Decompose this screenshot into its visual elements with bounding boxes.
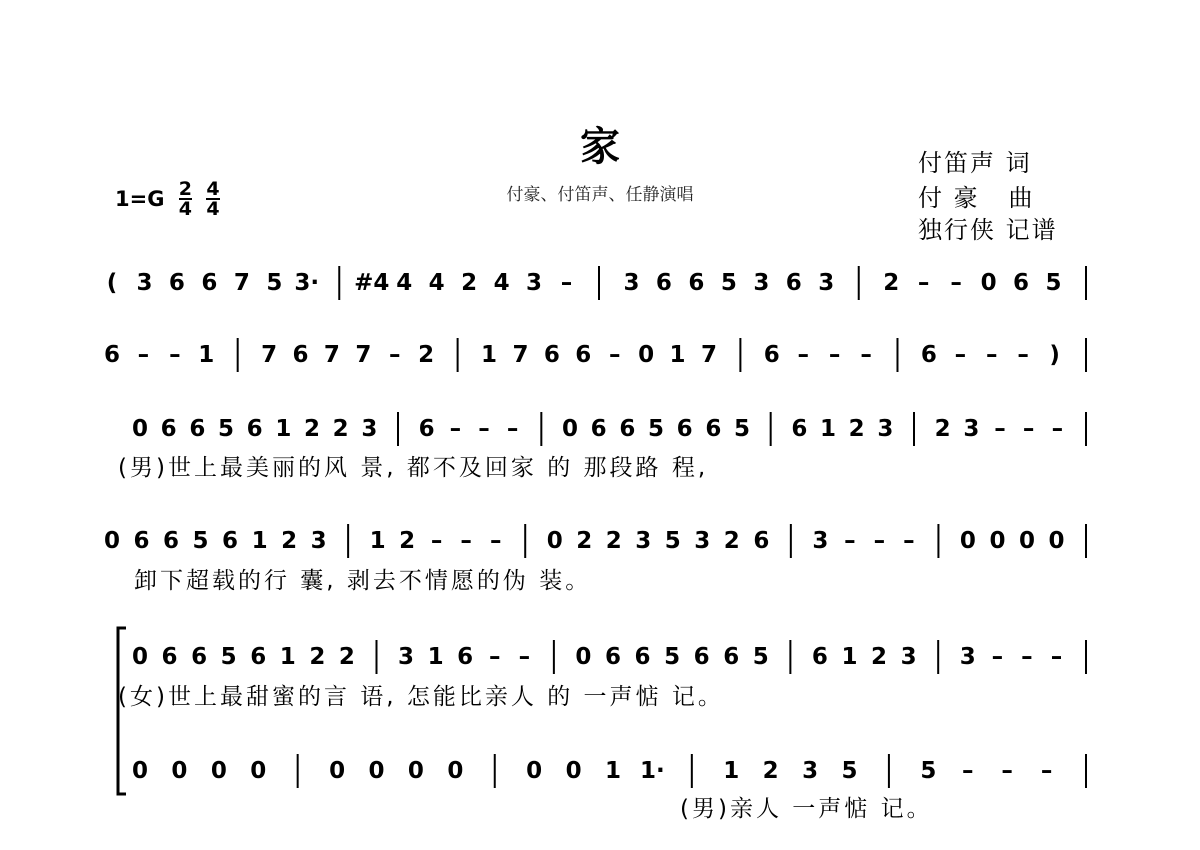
- note: 5: [220, 644, 237, 670]
- note: 1·: [640, 758, 665, 784]
- note: 0: [250, 758, 267, 784]
- note: 3: [398, 644, 415, 670]
- note: 6: [705, 416, 722, 442]
- note: 6: [103, 342, 121, 368]
- note: 6: [688, 270, 705, 296]
- sustain-dash: –: [828, 342, 841, 368]
- note: 6: [543, 342, 560, 368]
- note: 1: [369, 528, 386, 554]
- sustain-dash: –: [137, 342, 150, 368]
- song-title: 家: [580, 123, 620, 170]
- note: 5: [720, 270, 737, 296]
- note: 6: [161, 644, 178, 670]
- note: 5: [752, 644, 769, 670]
- sustain-dash: –: [991, 644, 1004, 670]
- note: 6: [457, 644, 474, 670]
- note: 6: [292, 342, 309, 368]
- note: 1: [251, 528, 268, 554]
- sustain-dash: –: [489, 528, 502, 554]
- note: 2: [332, 416, 349, 442]
- sustain-dash: –: [1050, 644, 1063, 670]
- note: 3: [818, 270, 835, 296]
- note: 6: [168, 270, 185, 296]
- note: 1: [604, 758, 622, 784]
- note: 7: [323, 342, 340, 368]
- note: 6: [590, 416, 607, 442]
- sustain-dash: –: [1051, 416, 1064, 442]
- note: 6: [604, 644, 622, 670]
- note: 6: [418, 416, 435, 442]
- note: 0: [407, 758, 424, 784]
- lyric-line: (男)亲人 一声惦 记。: [680, 796, 933, 822]
- note: 0: [565, 758, 582, 784]
- note: 0: [329, 758, 346, 784]
- note: 1: [819, 416, 837, 442]
- note: 0: [368, 758, 385, 784]
- note: 0: [131, 758, 149, 784]
- note: 2: [461, 270, 478, 296]
- note: 5: [733, 416, 751, 442]
- note: 6: [163, 528, 180, 554]
- note: 3: [812, 528, 829, 554]
- sustain-dash: –: [1040, 758, 1053, 784]
- sustain-dash: –: [430, 528, 443, 554]
- note: 0: [575, 644, 592, 670]
- sustain-dash: –: [389, 342, 401, 368]
- note: 0: [561, 416, 579, 442]
- sustain-dash: –: [449, 416, 462, 442]
- note: 2: [723, 528, 740, 554]
- note: 6: [1013, 270, 1030, 296]
- note: 5: [266, 270, 283, 296]
- note: 6: [160, 416, 177, 442]
- time-sig-denominator: 4: [178, 198, 192, 220]
- note: 1: [275, 416, 292, 442]
- sustain-dash: –: [917, 270, 930, 296]
- note: 2: [338, 644, 355, 670]
- note: 5: [1045, 270, 1062, 296]
- note: 2: [281, 528, 298, 554]
- note: 2: [418, 342, 435, 368]
- sustain-dash: –: [962, 758, 974, 784]
- note: 2: [871, 644, 888, 670]
- note: 2: [399, 528, 416, 554]
- note: 3·: [294, 270, 320, 296]
- note: 3: [802, 758, 819, 784]
- note: 5: [664, 644, 681, 670]
- note: 2: [576, 528, 593, 554]
- key-text: 1=G: [115, 187, 165, 211]
- note: 6: [723, 644, 740, 670]
- lyric-line: (男)世上最美丽的风 景, 都不及回家 的 那段路 程,: [118, 455, 709, 481]
- time-sig-denominator: 4: [206, 198, 220, 220]
- sustain-dash: –: [506, 416, 519, 442]
- sustain-dash: –: [1022, 416, 1035, 442]
- sustain-dash: –: [1021, 644, 1033, 670]
- note: 5: [217, 416, 235, 442]
- note: 6: [250, 644, 267, 670]
- note: 2: [605, 528, 622, 554]
- note: 6: [791, 416, 808, 442]
- lyric-line: (女)世上最甜蜜的言 语, 怎能比亲人 的 一声惦 记。: [118, 684, 724, 710]
- note: 3: [900, 644, 917, 670]
- note: 4: [428, 270, 445, 296]
- note: 3: [963, 416, 980, 442]
- note: 2: [303, 416, 321, 442]
- note: 3: [623, 270, 640, 296]
- note: 3: [694, 528, 711, 554]
- note: 2: [848, 416, 865, 442]
- note: (: [106, 270, 118, 296]
- note: 1: [427, 644, 444, 670]
- sustain-dash: –: [1001, 758, 1013, 784]
- note: 6: [676, 416, 693, 442]
- sustain-dash: –: [985, 342, 998, 368]
- note: 6: [655, 270, 672, 296]
- lyricist-credit: 付笛声 词: [918, 149, 1032, 177]
- note: #4: [354, 270, 390, 296]
- note: 1: [279, 644, 296, 670]
- note: 6: [763, 342, 780, 368]
- note: 2: [883, 270, 900, 296]
- note: 6: [753, 528, 770, 554]
- note: 6: [222, 528, 239, 554]
- note: 1: [198, 342, 215, 368]
- note: 3: [959, 644, 976, 670]
- note: 6: [634, 644, 651, 670]
- note: 4: [396, 270, 413, 296]
- note: 1: [669, 342, 686, 368]
- performers-line: 付豪、付笛声、任静演唱: [506, 185, 694, 205]
- sustain-dash: –: [860, 342, 872, 368]
- note: 6: [133, 528, 150, 554]
- note: 6: [191, 644, 208, 670]
- sustain-dash: –: [1017, 342, 1029, 368]
- sustain-dash: –: [797, 342, 809, 368]
- note: 5: [647, 416, 665, 442]
- note: 7: [355, 342, 372, 368]
- note: 0: [989, 528, 1006, 554]
- note: 7: [700, 342, 717, 368]
- note: 5: [664, 528, 681, 554]
- note: 3: [310, 528, 327, 554]
- note: 7: [233, 270, 250, 296]
- note: 2: [309, 644, 326, 670]
- note: 2: [762, 758, 779, 784]
- note: 3: [877, 416, 894, 442]
- note: 5: [920, 758, 937, 784]
- note: 0: [980, 270, 997, 296]
- note: 3: [361, 416, 378, 442]
- sustain-dash: –: [169, 342, 181, 368]
- note: 0: [447, 758, 464, 784]
- note: 0: [210, 758, 227, 784]
- note: 4: [493, 270, 510, 296]
- time-sig-numerator: 2: [178, 178, 192, 200]
- note: 1: [481, 342, 498, 368]
- note: 0: [171, 758, 188, 784]
- note: 6: [189, 416, 206, 442]
- sustain-dash: –: [478, 416, 490, 442]
- sustain-dash: –: [903, 528, 915, 554]
- note: 0: [131, 644, 149, 670]
- sustain-dash: –: [560, 270, 573, 296]
- sustain-dash: –: [460, 528, 472, 554]
- note: 6: [811, 644, 828, 670]
- sustain-dash: –: [950, 270, 962, 296]
- note: 0: [131, 416, 149, 442]
- note: 1: [841, 644, 858, 670]
- note: 2: [934, 416, 951, 442]
- sustain-dash: –: [954, 342, 967, 368]
- note: 0: [638, 342, 655, 368]
- note: 0: [1048, 528, 1065, 554]
- note: 0: [526, 758, 543, 784]
- system-brace: [118, 628, 126, 794]
- lyric-line: 卸下超载的行 囊, 剥去不情愿的伪 装。: [134, 568, 592, 594]
- composer-credit: 付 豪 曲: [918, 184, 1035, 212]
- note: 6: [201, 270, 218, 296]
- note: 7: [512, 342, 529, 368]
- note: 0: [959, 528, 976, 554]
- transcriber-credit: 独行侠 记谱: [918, 216, 1058, 244]
- sustain-dash: –: [873, 528, 886, 554]
- note: 3: [635, 528, 652, 554]
- note: 5: [192, 528, 209, 554]
- note: 5: [841, 758, 858, 784]
- note: 1: [723, 758, 740, 784]
- sustain-dash: –: [489, 644, 501, 670]
- note: ): [1049, 342, 1060, 368]
- note: 6: [920, 342, 937, 368]
- note: 3: [753, 270, 770, 296]
- sustain-dash: –: [844, 528, 856, 554]
- note: 6: [246, 416, 263, 442]
- sustain-dash: –: [518, 644, 531, 670]
- note: 6: [785, 270, 802, 296]
- note: 0: [1018, 528, 1035, 554]
- sustain-dash: –: [994, 416, 1006, 442]
- note: 7: [261, 342, 278, 368]
- sustain-dash: –: [608, 342, 621, 368]
- note: 6: [575, 342, 592, 368]
- note: 6: [693, 644, 710, 670]
- note: 0: [103, 528, 121, 554]
- note: 3: [136, 270, 153, 296]
- note: 6: [619, 416, 636, 442]
- note: 3: [526, 270, 543, 296]
- note: 0: [546, 528, 563, 554]
- time-sig-numerator: 4: [206, 178, 220, 200]
